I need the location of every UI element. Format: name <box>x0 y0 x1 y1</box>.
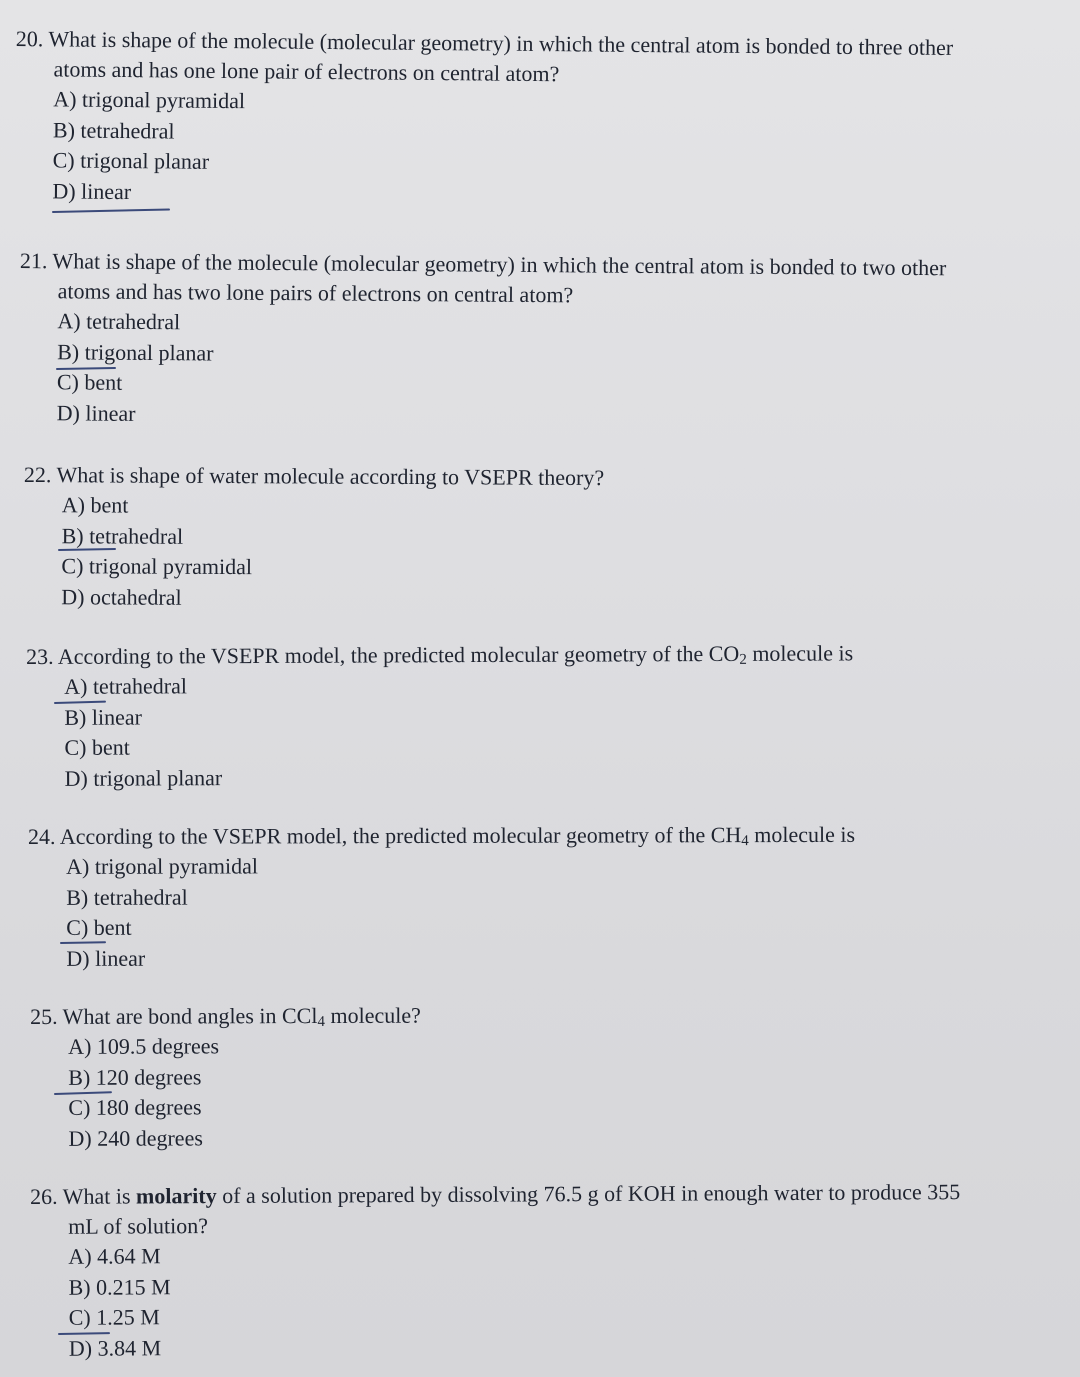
answer-option-b: B) linear <box>64 703 142 730</box>
question-number: 26. <box>30 1183 58 1209</box>
answer-option-b: B) trigonal planar <box>57 338 214 366</box>
question-text-line: mL of solution? <box>68 1213 209 1239</box>
answer-options <box>19 306 1080 436</box>
answer-option-d: D) octahedral <box>61 583 182 610</box>
answer-option-c: C) bent <box>66 914 132 940</box>
answer-options <box>30 1236 1080 1364</box>
answer-option-d: D) linear <box>56 399 136 426</box>
answer-option-c: C) trigonal planar <box>52 147 210 174</box>
question-text-line: What is shape of the molecule (molecular geometry) in which the central atom is bonded to two other <box>52 248 947 281</box>
answer-option-d: D) 240 degrees <box>68 1124 203 1151</box>
question-text-line: atoms and has two lone pairs of electrons on central atom? <box>57 278 574 308</box>
question-stem <box>26 637 1080 672</box>
question-text-line: What is molarity of a solution prepared by dissolving 76.5 g of KOH in enough water to produce 355 <box>62 1179 961 1209</box>
question-26 <box>30 1176 1080 1364</box>
question-21 <box>19 246 1080 436</box>
answer-option-b: B) 120 degrees <box>68 1063 202 1090</box>
question-22 <box>23 460 1080 618</box>
answer-option-a: A) tetrahedral <box>64 673 188 699</box>
question-text-line: According to the VSEPR model, the predicted molecular geometry of the $CO_2$ molecule is <box>57 640 854 669</box>
answer-option-d: D) 3.84 M <box>68 1334 162 1361</box>
answer-options <box>28 849 1080 974</box>
question-text-line: According to the VSEPR model, the predicted molecular geometry of the $CH_4$ molecule is <box>59 821 856 850</box>
answer-options <box>26 667 1080 794</box>
answer-option-c: C) 180 degrees <box>68 1094 202 1120</box>
answer-option-c: C) trigonal pyramidal <box>61 553 253 580</box>
answer-option-b: B) 0.215 M <box>68 1273 171 1300</box>
question-text-line: atoms and has one lone pair of electrons on central atom? <box>53 56 560 87</box>
answer-option-d: D) trigonal planar <box>64 764 223 791</box>
question-number: 25. <box>30 1003 58 1029</box>
answer-option-d: D) linear <box>66 945 146 971</box>
question-number: 24. <box>28 823 56 849</box>
question-24 <box>28 819 1080 974</box>
question-25 <box>30 998 1080 1154</box>
question-stem <box>28 819 1080 852</box>
answer-options <box>30 1028 1080 1154</box>
question-number: 20. <box>15 25 44 52</box>
question-text-line: What are bond angles in CCl$_4$ molecule? <box>62 1002 421 1030</box>
answer-options <box>14 84 1075 216</box>
question-number: 21. <box>19 247 48 274</box>
answer-option-a: A) trigonal pyramidal <box>66 853 258 879</box>
answer-options <box>23 490 1080 618</box>
answer-option-a: A) trigonal pyramidal <box>53 86 246 114</box>
answer-option-b: B) tetrahedral <box>52 116 175 144</box>
answer-option-c: C) bent <box>64 734 130 760</box>
answer-option-b: B) tetrahedral <box>66 884 188 910</box>
answer-option-c: C) bent <box>56 369 123 395</box>
question-number: 23. <box>26 643 54 669</box>
question-stem <box>30 1176 1080 1242</box>
pen-underline-mark <box>52 209 170 213</box>
answer-option-b: B) tetrahedral <box>61 522 184 549</box>
question-text-line: What is shape of the molecule (molecular geometry) in which the central atom is bonded to three other <box>48 26 954 60</box>
question-number: 22. <box>23 461 52 488</box>
answer-option-c: C) 1.25 M <box>68 1304 160 1330</box>
question-stem <box>15 24 1076 94</box>
answer-option-a: A) 109.5 degrees <box>68 1033 220 1059</box>
answer-option-a: A) tetrahedral <box>57 308 181 335</box>
question-text-line: What is shape of water molecule according to VSEPR theory? <box>56 462 605 491</box>
question-20 <box>14 24 1076 216</box>
answer-option-a: A) bent <box>61 492 129 518</box>
question-stem <box>20 246 1080 314</box>
question-23 <box>26 637 1080 794</box>
answer-option-d: D) linear <box>52 177 132 204</box>
answer-option-a: A) 4.64 M <box>68 1243 161 1269</box>
question-stem <box>30 998 1080 1032</box>
